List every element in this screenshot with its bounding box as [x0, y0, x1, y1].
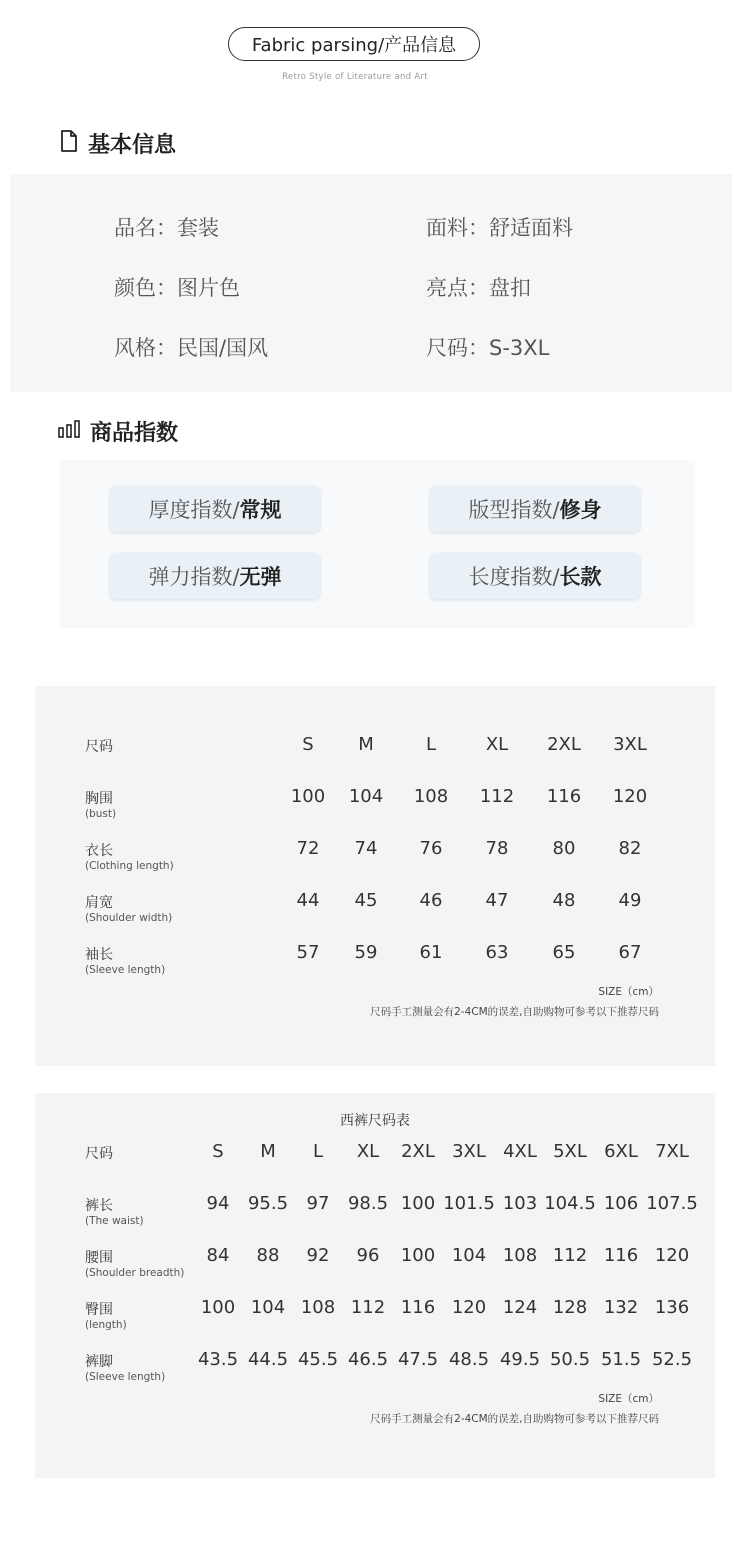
size-col-header: 2XL — [547, 734, 581, 755]
size-col-header: XL — [485, 734, 509, 755]
row-sublabel: (Shoulder width) — [85, 912, 173, 924]
table-cell: 120 — [654, 1245, 690, 1266]
size-unit: SIZE（cm） — [598, 986, 659, 998]
table-cell: 74 — [354, 838, 378, 859]
table-cell: 101.5 — [443, 1193, 495, 1214]
table-cell: 108 — [413, 786, 449, 807]
size-col-header: S — [302, 734, 314, 755]
table-cell: 51.5 — [600, 1349, 642, 1370]
index-length: 长度指数/ 长款 — [430, 553, 640, 599]
basic-info-panel — [10, 174, 732, 392]
size-col-header: 2XL — [401, 1141, 435, 1162]
info-item-color: 颜色：图片色 — [114, 276, 240, 300]
table-cell: 97 — [306, 1193, 330, 1214]
size-header-label: 尺码 — [85, 1146, 113, 1162]
row-label: 胸围 — [85, 791, 113, 807]
page-subtitle: Retro Style of Literature and Art — [282, 72, 428, 82]
index-elasticity: 弹力指数/ 无弹 — [110, 553, 320, 599]
size-col-header: L — [312, 1141, 324, 1162]
table-cell: 104 — [348, 786, 384, 807]
table-cell: 92 — [306, 1245, 330, 1266]
table-cell: 104.5 — [544, 1193, 596, 1214]
info-item-style: 风格：民国/国风 — [114, 336, 269, 360]
table-cell: 78 — [485, 838, 509, 859]
table-cell: 65 — [552, 942, 576, 963]
table-cell: 49 — [618, 890, 642, 911]
basic-info-heading — [60, 128, 176, 159]
info-item-name: 品名：套装 — [114, 216, 219, 240]
table-cell: 100 — [290, 786, 326, 807]
info-item-highlight: 亮点：盘扣 — [426, 276, 531, 300]
info-item-fabric: 面料：舒适面料 — [426, 216, 573, 240]
row-label: 裤脚 — [85, 1354, 113, 1370]
table-cell: 46.5 — [347, 1349, 389, 1370]
row-sublabel: (The waist) — [85, 1215, 144, 1227]
size-header-label: 尺码 — [85, 739, 113, 755]
size-col-header: 3XL — [613, 734, 647, 755]
size-col-header: 5XL — [553, 1141, 587, 1162]
row-label: 袖长 — [85, 947, 113, 963]
table-cell: 50.5 — [549, 1349, 591, 1370]
table-cell: 48 — [552, 890, 576, 911]
table-cell: 45.5 — [297, 1349, 339, 1370]
table-cell: 116 — [546, 786, 582, 807]
row-sublabel: (Clothing length) — [85, 860, 174, 872]
document-icon — [60, 130, 78, 158]
table-cell: 67 — [618, 942, 642, 963]
table-cell: 120 — [451, 1297, 487, 1318]
table-cell: 128 — [552, 1297, 588, 1318]
table-cell: 104 — [451, 1245, 487, 1266]
table-cell: 116 — [603, 1245, 639, 1266]
table-cell: 72 — [296, 838, 320, 859]
table-cell: 124 — [502, 1297, 538, 1318]
table-cell: 100 — [200, 1297, 236, 1318]
table-cell: 112 — [479, 786, 515, 807]
row-label: 腰围 — [85, 1250, 113, 1266]
table-cell: 49.5 — [499, 1349, 541, 1370]
row-sublabel: (Sleeve length) — [85, 964, 166, 976]
table-cell: 107.5 — [646, 1193, 698, 1214]
table-cell: 45 — [354, 890, 378, 911]
table-cell: 112 — [552, 1245, 588, 1266]
table-cell: 80 — [552, 838, 576, 859]
table-cell: 88 — [256, 1245, 280, 1266]
row-sublabel: (Sleeve length) — [85, 1371, 166, 1383]
table-cell: 43.5 — [197, 1349, 239, 1370]
product-index-heading — [58, 416, 178, 447]
bar-chart-icon — [58, 419, 80, 444]
pants-size-table — [35, 1093, 715, 1478]
size-col-header: 6XL — [604, 1141, 638, 1162]
row-label: 裤长 — [85, 1198, 113, 1214]
size-col-header: M — [260, 1141, 276, 1162]
table-cell: 47.5 — [397, 1349, 439, 1370]
row-label: 衣长 — [85, 843, 113, 859]
row-label: 肩宽 — [85, 895, 113, 911]
product-index-panel — [60, 460, 695, 628]
table-cell: 44.5 — [247, 1349, 289, 1370]
table-cell: 46 — [419, 890, 443, 911]
table-cell: 106 — [603, 1193, 639, 1214]
index-thickness: 厚度指数/ 常规 — [110, 486, 320, 532]
table-cell: 112 — [350, 1297, 386, 1318]
size-note: 尺码手工测量会有2-4CM的误差,自助购物可参考以下推荐尺码 — [370, 1006, 659, 1018]
table-cell: 84 — [206, 1245, 230, 1266]
table-cell: 63 — [485, 942, 509, 963]
row-sublabel: (length) — [85, 1319, 127, 1331]
pants-table-title: 西裤尺码表 — [340, 1113, 410, 1129]
table-cell: 103 — [502, 1193, 538, 1214]
row-sublabel: (bust) — [85, 808, 117, 820]
page-title: Fabric parsing/产品信息 — [228, 27, 480, 61]
table-cell: 48.5 — [448, 1349, 490, 1370]
table-cell: 116 — [400, 1297, 436, 1318]
row-sublabel: (Shoulder breadth) — [85, 1267, 185, 1279]
table-cell: 61 — [419, 942, 443, 963]
size-col-header: 7XL — [655, 1141, 689, 1162]
table-cell: 104 — [250, 1297, 286, 1318]
basic-info-title: 基本信息 — [88, 133, 177, 158]
index-fit: 版型指数/ 修身 — [430, 486, 640, 532]
table-cell: 57 — [296, 942, 320, 963]
table-cell: 100 — [400, 1245, 436, 1266]
table-cell: 108 — [502, 1245, 538, 1266]
table-cell: 47 — [485, 890, 509, 911]
size-col-header: L — [425, 734, 437, 755]
size-col-header: 4XL — [503, 1141, 537, 1162]
table-cell: 108 — [300, 1297, 336, 1318]
size-unit: SIZE（cm） — [598, 1393, 659, 1405]
table-cell: 95.5 — [247, 1193, 289, 1214]
table-cell: 120 — [612, 786, 648, 807]
table-cell: 132 — [603, 1297, 639, 1318]
size-note: 尺码手工测量会有2-4CM的误差,自助购物可参考以下推荐尺码 — [370, 1413, 659, 1425]
product-index-title: 商品指数 — [90, 421, 179, 446]
size-col-header: XL — [356, 1141, 380, 1162]
table-cell: 98.5 — [347, 1193, 389, 1214]
size-col-header: 3XL — [452, 1141, 486, 1162]
table-cell: 96 — [356, 1245, 380, 1266]
row-label: 臀围 — [85, 1302, 113, 1318]
top-size-table — [35, 686, 715, 1066]
table-cell: 94 — [206, 1193, 230, 1214]
info-item-size: 尺码：S-3XL — [426, 336, 550, 360]
table-cell: 100 — [400, 1193, 436, 1214]
table-cell: 76 — [419, 838, 443, 859]
size-col-header: S — [212, 1141, 224, 1162]
table-cell: 52.5 — [651, 1349, 693, 1370]
size-col-header: M — [358, 734, 374, 755]
table-cell: 136 — [654, 1297, 690, 1318]
table-cell: 59 — [354, 942, 378, 963]
table-cell: 44 — [296, 890, 320, 911]
table-cell: 82 — [618, 838, 642, 859]
